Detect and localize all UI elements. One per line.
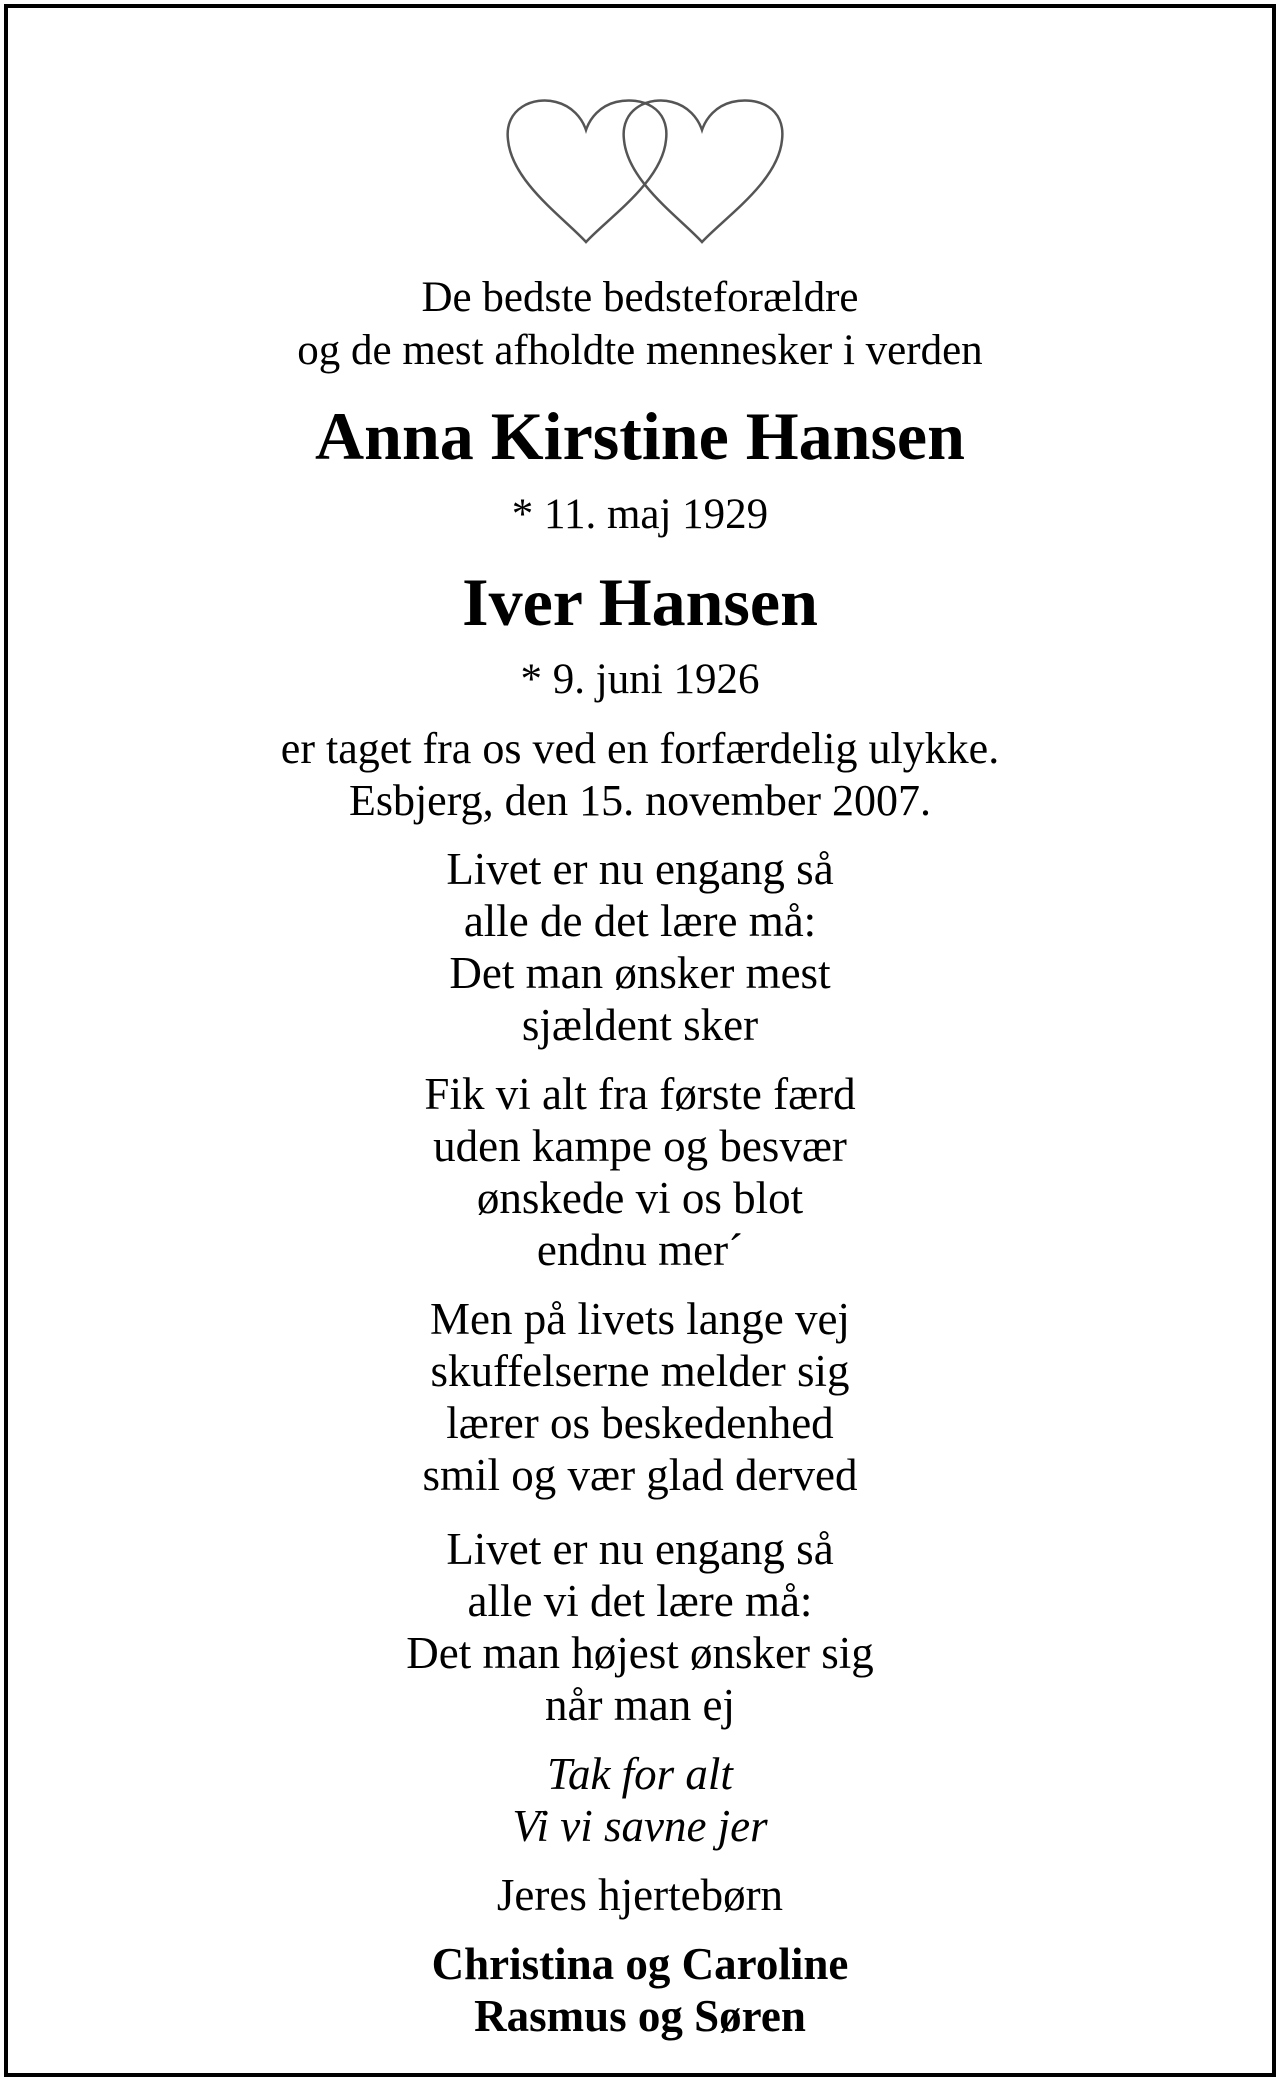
signature-intro: Jeres hjertebørn [496,1870,784,1920]
intro-line-2: og de mest afholdte mennesker i verden [297,327,983,374]
poem-verse-2-line-1: Fik vi alt fra første færd [424,1069,856,1119]
obituary-frame [4,4,1276,2077]
double-hearts-icon [504,90,788,250]
person2-name: Iver Hansen [462,564,818,640]
message-line-1: er taget fra os ved en forfærdelig ulykke. [280,724,1000,773]
poem-verse-1-line-3: Det man ønsker mest [449,948,831,998]
poem-verse-3-line-1: Men på livets lange vej [430,1294,850,1344]
poem-verse-1-line-4: sjældent sker [521,1000,759,1050]
poem-verse-3-line-3: lærer os beskedenhed [446,1398,834,1448]
message-line-2: Esbjerg, den 15. november 2007. [348,776,932,825]
poem-verse-4-line-4: når man ej [545,1680,735,1730]
signature-names-2: Rasmus og Søren [474,1991,806,2041]
poem-verse-4-line-3: Det man højest ønsker sig [406,1628,874,1678]
thanks-line-2: Vi vi savne jer [512,1801,768,1851]
poem-verse-4-line-2: alle vi det lære må: [467,1576,813,1626]
poem-verse-3-line-2: skuffelserne melder sig [430,1346,850,1396]
poem-verse-1-line-1: Livet er nu engang så [446,844,834,894]
person1-birth: * 11. maj 1929 [511,491,769,538]
poem-verse-3-line-4: smil og vær glad derved [422,1450,858,1500]
person2-birth: * 9. juni 1926 [520,656,760,703]
poem-verse-2-line-2: uden kampe og besvær [433,1121,847,1171]
signature-names-1: Christina og Caroline [431,1939,849,1989]
intro-line-1: De bedste bedsteforældre [421,274,859,321]
person1-name: Anna Kirstine Hansen [315,398,965,474]
poem-verse-2-line-3: ønskede vi os blot [476,1173,804,1223]
thanks-line-1: Tak for alt [547,1749,733,1799]
poem-verse-4-line-1: Livet er nu engang så [446,1524,834,1574]
poem-verse-2-line-4: endnu mer´ [536,1225,744,1275]
poem-verse-1-line-2: alle de det lære må: [463,896,817,946]
